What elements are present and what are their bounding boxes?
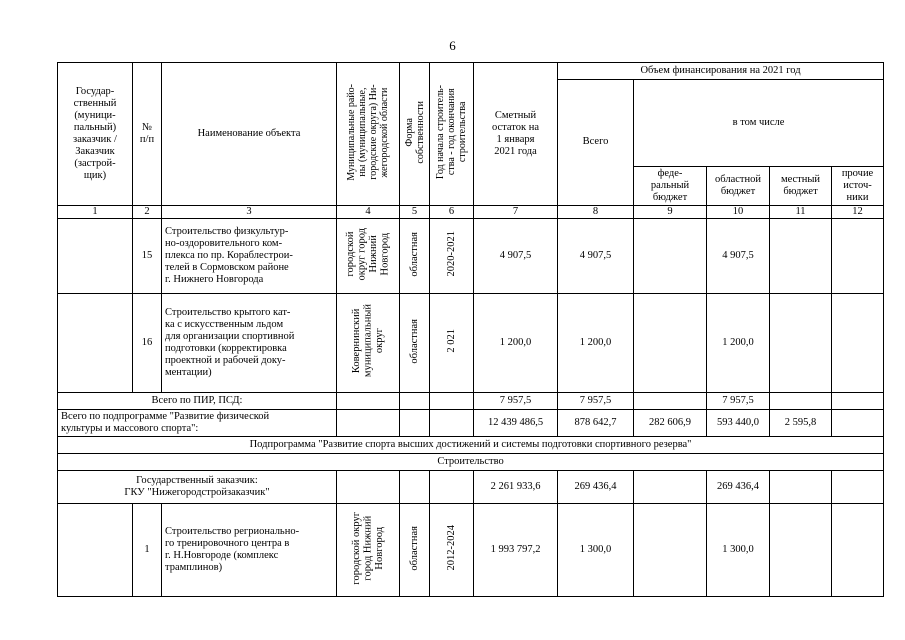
pir-total-label: Всего по ПИР, ПСД:	[58, 393, 337, 410]
header-regional: областной бюджет	[707, 166, 770, 205]
subprogram-total-label: Всего по подпрограмме "Развитие физической культуры и массового спорта":	[58, 410, 337, 437]
col-num: 6	[430, 206, 474, 219]
col-num: 7	[474, 206, 558, 219]
subprogram-title: Подпрограмма "Развитие спорта высших достижений и системы подготовки спортивного резерва"	[58, 437, 884, 454]
section-title: Строительство	[58, 454, 884, 471]
pir-total-remainder: 7 957,5	[474, 393, 558, 410]
row-years: 2020-2021	[445, 231, 457, 277]
header-municipal: Муниципальные райо- ны (муниципальные, городские округа) Ни- жегородской области	[346, 83, 390, 181]
subprogram-total-regional: 593 440,0	[707, 410, 770, 437]
col-num: 10	[707, 206, 770, 219]
section-title-row	[58, 454, 884, 471]
table-row	[58, 219, 884, 294]
row-num: 15	[133, 219, 162, 294]
header-num: № п/п	[133, 63, 162, 206]
header-object-name: Наименование объекта	[162, 63, 337, 206]
row-local	[770, 294, 832, 393]
header-total: Всего	[558, 80, 634, 206]
col-num: 5	[400, 206, 430, 219]
col-num: 4	[337, 206, 400, 219]
subprogram-total-row	[58, 410, 884, 437]
header-row-1	[58, 63, 884, 80]
row-remainder: 4 907,5	[474, 219, 558, 294]
row-total: 1 300,0	[558, 504, 634, 597]
header-financing: Объем финансирования на 2021 год	[558, 63, 884, 80]
row-remainder: 1 993 797,2	[474, 504, 558, 597]
row-federal	[634, 219, 707, 294]
pir-total-total: 7 957,5	[558, 393, 634, 410]
row-object-name: Строительство физкультур- но-оздоровительного ком- плекса по пр. Кораблестрои- телей в Сормовском районе г. Нижнего Новгорода	[162, 219, 337, 294]
customer-label: Государственный заказчик: ГКУ "Нижегородстройзаказчик"	[58, 471, 337, 504]
col-num: 8	[558, 206, 634, 219]
row-regional: 1 200,0	[707, 294, 770, 393]
row-other	[832, 219, 884, 294]
col-num: 3	[162, 206, 337, 219]
subprogram-total-remainder: 12 439 486,5	[474, 410, 558, 437]
customer-regional: 269 436,4	[707, 471, 770, 504]
col-num: 9	[634, 206, 707, 219]
row-other	[832, 294, 884, 393]
subprogram-total-total: 878 642,7	[558, 410, 634, 437]
table-row	[58, 504, 884, 597]
col-num: 12	[832, 206, 884, 219]
header-remainder: Сметный остаток на 1 января 2021 года	[474, 63, 558, 206]
header-local: местный бюджет	[770, 166, 832, 205]
header-federal: феде- ральный бюджет	[634, 166, 707, 205]
row-municipal: городской округ город Нижний Новгород	[344, 227, 391, 281]
row-years: 2 021	[445, 329, 457, 353]
table-row	[58, 294, 884, 393]
row-federal	[634, 294, 707, 393]
row-total: 4 907,5	[558, 219, 634, 294]
pir-total-row	[58, 393, 884, 410]
header-other: прочие источ- ники	[832, 166, 884, 205]
page-number: 6	[449, 38, 456, 53]
subprogram-total-federal: 282 606,9	[634, 410, 707, 437]
row-regional: 1 300,0	[707, 504, 770, 597]
col-num: 11	[770, 206, 832, 219]
row-remainder: 1 200,0	[474, 294, 558, 393]
subprogram-total-local: 2 595,8	[770, 410, 832, 437]
column-numbers-row	[58, 206, 884, 219]
row-years: 2012-2024	[445, 525, 457, 571]
row-local	[770, 219, 832, 294]
header-ownership: Форма собственности	[403, 100, 426, 164]
subprogram-title-row	[58, 437, 884, 454]
row-ownership: областная	[408, 318, 420, 364]
header-including: в том числе	[634, 80, 884, 167]
customer-total: 269 436,4	[558, 471, 634, 504]
customer-row	[58, 471, 884, 504]
row-ownership: областная	[408, 231, 420, 277]
header-customer: Государ- ственный (муници- пальный) заказчик / Заказчик (застрой- щик)	[58, 63, 133, 206]
col-num: 1	[58, 206, 133, 219]
row-object-name: Строительство крытого кат- ка с искусственным льдом для организации спортивной подготовки (корректировка проектной и рабочей доку- ментации)	[162, 294, 337, 393]
col-num: 2	[133, 206, 162, 219]
row-num: 1	[133, 504, 162, 597]
row-total: 1 200,0	[558, 294, 634, 393]
row-object-name: Строительство регрионально- го тренировочного центра в г. Н.Новгороде (комплекс трамплинов)	[162, 504, 337, 597]
financing-table	[57, 62, 884, 597]
row-municipal: городской округ город Нижний Новгород	[350, 511, 385, 585]
row-num: 16	[133, 294, 162, 393]
row-ownership: областная	[408, 525, 420, 571]
customer-remainder: 2 261 933,6	[474, 471, 558, 504]
row-regional: 4 907,5	[707, 219, 770, 294]
pir-total-regional: 7 957,5	[707, 393, 770, 410]
header-years: Год начала строитель- ства - год окончания строительства	[435, 84, 468, 179]
row-municipal: Ковернинский муниципальный округ	[350, 304, 385, 378]
